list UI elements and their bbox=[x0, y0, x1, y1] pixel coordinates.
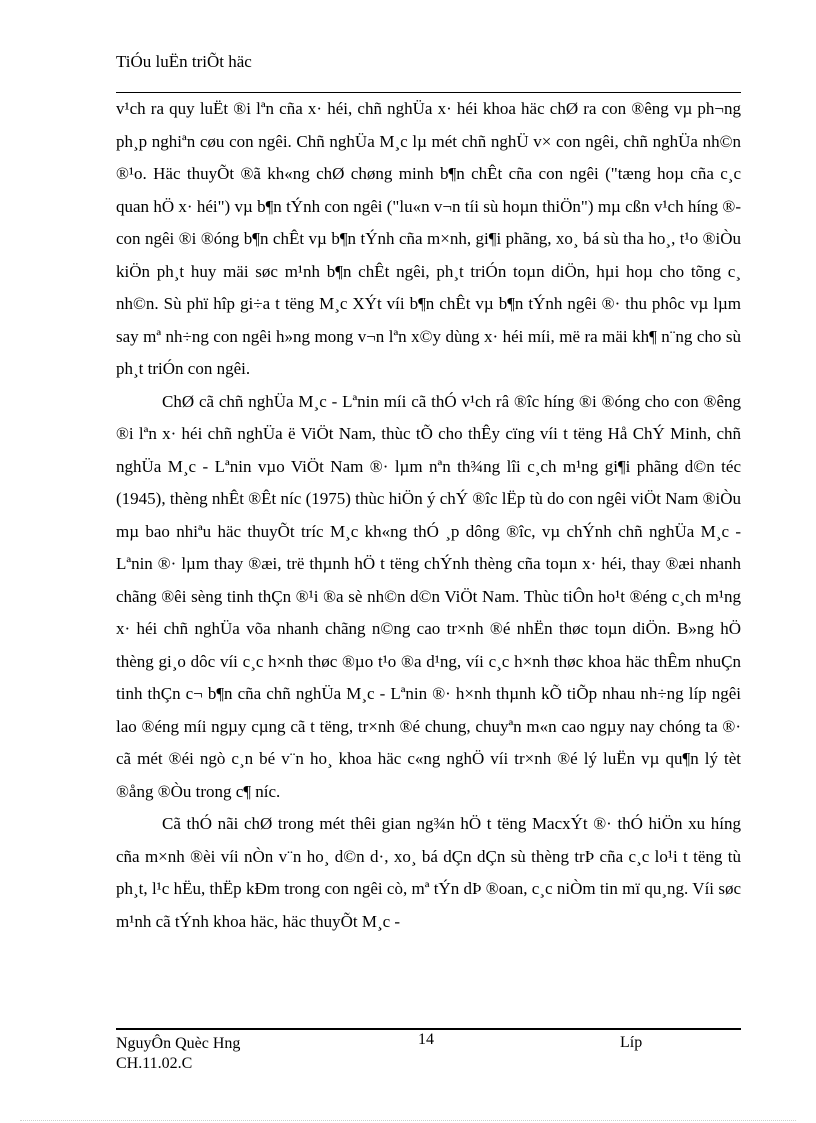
page-number: 14 bbox=[418, 1031, 434, 1048]
paragraph-2: ChØ cã chñ nghÜa M¸c - Lªnin míi cã thÓ v¹ch râ ®îc híng ®i ®óng cho con ®êng ®i lªn x· héi chñ nghÜa ë ViÖt Nam, thùc tÕ cho thÊy cïng víi t tëng Hå ChÝ Minh, chñ nghÜa M¸c - Lªnin vµo ViÖt Nam ®· lµm nªn th¾ng lîi c¸ch m¹ng gi¶i phãng d©n téc (1945), thèng nhÊt ®Êt níc (1975) thùc hiÖn ý chÝ ®îc lËp tù do con ngêi viÖt Nam ®iÒu mµ bao nhiªu häc thuyÕt tríc M¸c kh«ng thÓ ¸p dông ®îc, vµ chÝnh chñ nghÜa M¸c - Lªnin ®· lµm thay ®æi, trë thµnh hÖ t tëng chÝnh thèng cña toµn x· héi, thay ®æi nhanh chãng ®êi sèng tinh thÇn ®¹i ®a sè nh©n d©n ViÖt Nam. Thùc tiÔn ho¹t ®éng c¸ch m¹ng x· héi chñ nghÜa võa nhanh chãng n©ng cao tr×nh ®é nhËn thøc toµn diÖn. B»ng hÖ thèng gi¸o dôc víi c¸c h×nh thøc ®µo t¹o ®a d¹ng, víi c¸c h×nh thøc khoa häc thÊm nhuÇn tinh thÇn c¬ b¶n cña chñ nghÜa M¸c - Lªnin ®· h×nh thµnh kÕ tiÕp nhau nh÷ng líp ngêi lao ®éng míi ngµy cµng cã t tëng, tr×nh ®é chung, chuyªn m«n cao ngµy nay chóng ta ®· cã mét ®éi ngò c¸n bé v¨n ho¸ khoa häc c«ng nghÖ víi tr×nh ®é lý luËn vµ qu¶n lý tèt ®ång ®Òu trong c¶ níc. bbox=[116, 391, 741, 801]
footer-author-block bbox=[116, 1034, 240, 1074]
footer-author: NguyÔn Quèc Hng bbox=[116, 1035, 241, 1052]
footer-code: CH.11.02.C bbox=[116, 1055, 193, 1072]
document-body bbox=[116, 93, 741, 938]
page-header-title: TiÓu luËn triÕt häc bbox=[116, 52, 252, 71]
page-bottom-dotted-line bbox=[20, 1120, 796, 1121]
footer-divider bbox=[116, 1028, 741, 1030]
paragraph-1: v¹ch ra quy luËt ®i lªn cña x· héi, chñ nghÜa x· héi khoa häc chØ ra con ®êng vµ ph¬ng ph¸p nghiªn cøu con ngêi. Chñ nghÜa M¸c lµ mét chñ nghÜ v× con ngêi, chñ nghÜa nh©n ®¹o. Häc thuyÕt ®ã kh«ng chØ chøng minh b¶n chÊt cña con ngêi ("tæng hoµ cña c¸c quan hÖ x· héi") vµ b¶n tÝnh con ngêi ("lu«n v¬n tíi sù hoµn thiÖn") mµ cßn v¹ch híng ® con ngêi ®i ®óng b¶n chÊt vµ b¶n tÝnh cña m×nh, gi¶i phãng, xo¸ bá sù tha ho¸, t¹o ®iÒu kiÖn ph¸t huy mäi søc m¹nh b¶n chÊt ngêi, ph¸t triÓn toµn diÖn, hµi hoµ cho tõng c¸ nh©n. Sù phï hîp gi÷a t tëng M¸c XÝt víi b¶n chÊt vµ b¶n tÝnh ngêi ®· thu phôc vµ lµm say mª nh÷ng con ngêi h»ng mong v¬n lªn x©y dùng x· héi míi, më ra mäi kh¶ n¨ng cho sù ph¸t triÓn con ngêi. bbox=[116, 99, 741, 378]
footer-class-label: Líp bbox=[620, 1034, 643, 1051]
paragraph-3: Cã thÓ nãi chØ trong mét thêi gian ng¾n hÖ t tëng MacxÝt ®· thÓ hiÖn xu híng cña m×nh ®èi víi nÒn v¨n ho¸ d©n d·, xo¸ bá dÇn dÇn sù thèng trÞ cña c¸c lo¹i t tëng tù ph¸t, l¹c hËu, thËp kÐm trong con ngêi cò, mª tÝn dÞ ®oan, c¸c niÒm tin mï qu¸ng. Víi søc m¹nh cã tÝnh khoa häc, häc thuyÕt M¸c - bbox=[116, 814, 741, 931]
